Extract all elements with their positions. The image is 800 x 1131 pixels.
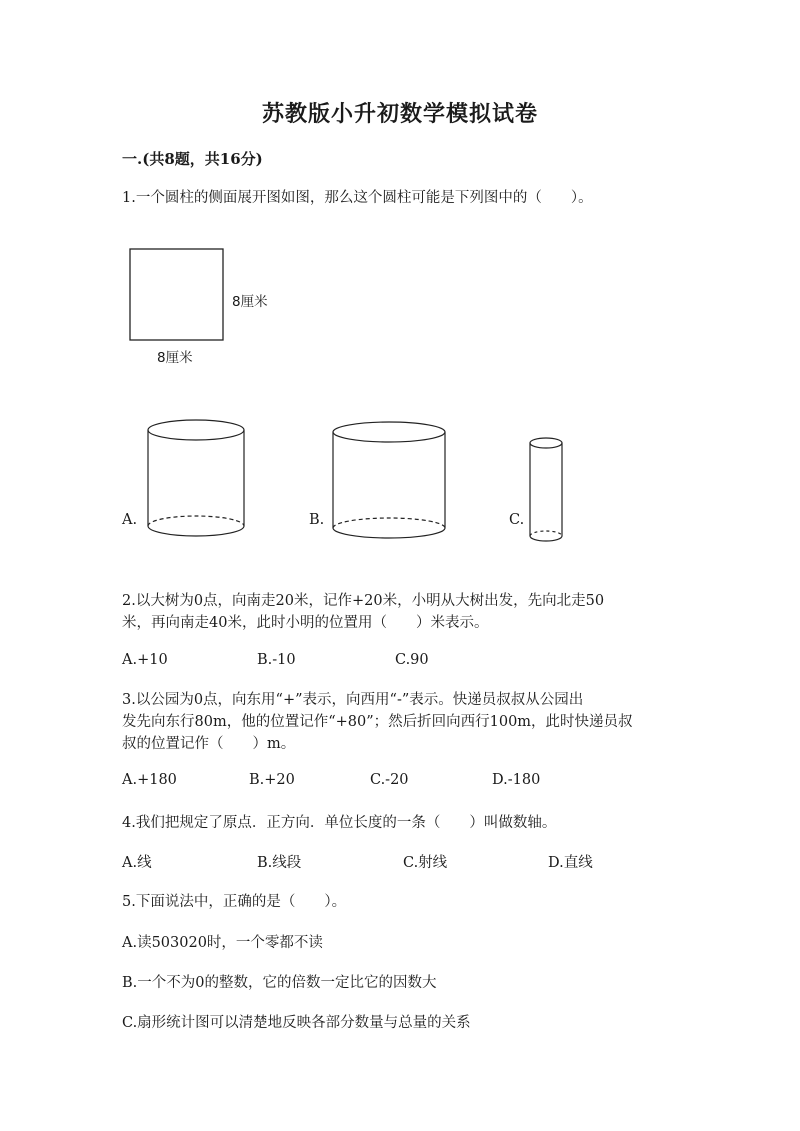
q4-option-b[interactable]: B.线段 [257, 855, 302, 871]
q3-option-c[interactable]: C.-20 [370, 772, 409, 788]
question-2-line-2: 米，再向南走40米，此时小明的位置用（ ）米表示。 [122, 615, 489, 631]
q5-option-c[interactable]: C.扇形统计图可以清楚地反映各部分数量与总量的关系 [122, 1015, 471, 1031]
q5-option-b[interactable]: B.一个不为0的整数，它的倍数一定比它的因数大 [122, 975, 437, 991]
q3-option-a[interactable]: A.+180 [122, 772, 177, 788]
page-title: 苏教版小升初数学模拟试卷 [261, 101, 538, 127]
q2-option-c[interactable]: C.90 [395, 652, 429, 668]
cylinder-c-figure [527, 434, 567, 549]
q1-option-b[interactable]: B. [309, 512, 325, 528]
section-header: 一.(共8题，共16分) [122, 150, 263, 168]
q1-option-a[interactable]: A. [122, 512, 138, 528]
question-5-text: 5.下面说法中，正确的是（ ）。 [122, 894, 347, 910]
q4-option-d[interactable]: D.直线 [548, 855, 593, 871]
square-right-label: 8厘米 [232, 294, 268, 310]
question-3-line-1: 3.以公园为0点，向东用“+”表示，向西用“-”表示。快递员叔叔从公园出 [122, 692, 584, 708]
q4-option-c[interactable]: C.射线 [403, 855, 448, 871]
cylinder-a-figure [140, 418, 255, 548]
question-3-line-2: 发先向东行80m，他的位置记作“+80”；然后折回向西行100m，此时快递员叔 [122, 714, 633, 730]
q2-option-a[interactable]: A.+10 [122, 652, 168, 668]
q5-option-a[interactable]: A.读503020时，一个零都不读 [122, 935, 323, 951]
question-2-line-1: 2.以大树为0点，向南走20米，记作+20米，小明从大树出发，先向北走50 [122, 593, 605, 609]
cylinder-b-figure [326, 420, 456, 550]
q2-option-b[interactable]: B.-10 [257, 652, 296, 668]
lateral-square [130, 249, 223, 340]
question-3-line-3: 叔的位置记作（ ）m。 [122, 736, 296, 752]
q4-option-a[interactable]: A.线 [122, 855, 152, 871]
square-bottom-label: 8厘米 [157, 350, 193, 366]
q3-option-b[interactable]: B.+20 [249, 772, 295, 788]
q1-option-c[interactable]: C. [509, 512, 525, 528]
question-4-text: 4.我们把规定了原点．正方向．单位长度的一条（ ）叫做数轴。 [122, 815, 557, 831]
question-1-text: 1.一个圆柱的侧面展开图如图，那么这个圆柱可能是下列图中的（ ）。 [122, 190, 593, 206]
q3-option-d[interactable]: D.-180 [492, 772, 541, 788]
